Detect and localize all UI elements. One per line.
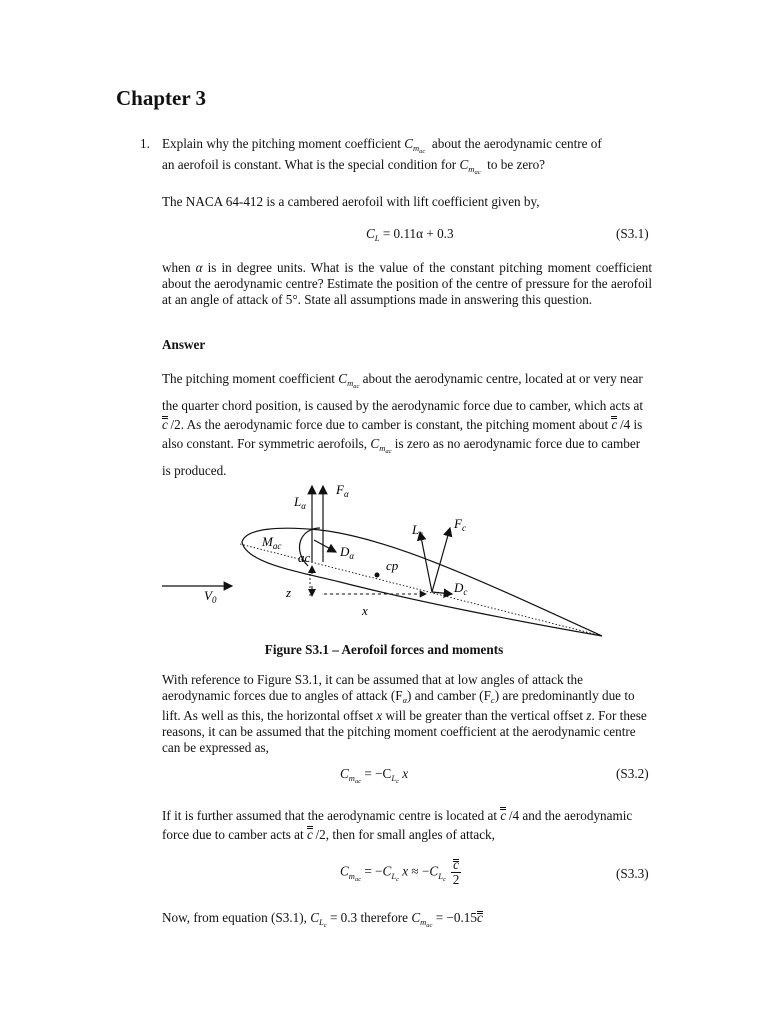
label-d-alpha: D <box>340 544 350 559</box>
cp-point <box>375 573 380 578</box>
label-cp: cp <box>386 558 399 573</box>
svg-text:Lα: $L_\alpha$ <box>294 494 306 511</box>
chord-line <box>240 544 602 636</box>
label-x: x <box>362 603 368 618</box>
label-l-c: L <box>412 522 420 537</box>
answer-heading: Answer <box>162 337 206 352</box>
label-m-ac: M <box>262 534 273 549</box>
svg-text:Dα: $D_\alpha$ <box>340 544 355 561</box>
equation-s3-1-number: (S3.1) <box>616 226 649 241</box>
label-f-c: F <box>454 516 462 531</box>
question-line-2: an aerofoil is constant. What is the special condition for $C_{m_{ac}}$ to be zero? <box>162 157 546 176</box>
answer-paragraph-3: If it is further assumed that the aerodynamic centre is located at c /4 and the aerodynamic force due to camber acts at c /2, then for small angles of attack, <box>162 808 633 842</box>
figure-caption: Figure S3.1 – Aerofoil forces and moments <box>264 642 504 657</box>
label-l-alpha: L <box>294 494 302 509</box>
label-v0: V <box>204 588 212 603</box>
svg-text:Fα: $F_\alpha$ <box>336 482 349 499</box>
answer-paragraph-1: The pitching moment coefficient $C_{m_{ac}}$ about the aerodynamic centre, located at or very near the quarter chord position, is caused by the aerodynamic force due to camber, which acts at c /2. As the aerodynamic force due to camber is constant, the pitching moment about c /4 is also constant. For symmetric aerofoils, $C_{m_{ac}}$ is zero as no aerodynamic force due to camber is produced. <box>162 371 644 478</box>
equation-s3-3-number: (S3.3) <box>616 866 649 881</box>
equation-s3-2-number: (S3.2) <box>616 766 649 781</box>
equation-s3-1: $C_L = 0.11\alpha + 0.3$ <box>366 226 454 243</box>
svg-text:Fc: $F_c$ <box>454 516 466 533</box>
svg-text:Mac: $M_{ac}$ <box>262 534 282 551</box>
chapter-title: Chapter 3 <box>116 86 207 110</box>
svg-text:Dc: $D_c$ <box>454 580 468 597</box>
question-paragraph: when α is in degree units. What is the value of the constant pitching moment coefficient about the aerodynamic centre? Estimate the position of the centre of pressure for the aerofoil at an angle of attack of 5°. State all assumptions made in answering this question. <box>162 260 652 307</box>
question-number: 1. <box>140 136 150 151</box>
answer-paragraph-2: With reference to Figure S3.1, it can be assumed that at low angles of attack the aerodynamic forces due to angles of attack $(F_\alpha)$ and camber $(F_c)$ are predominantly due to lift. As well as this, the horizontal offset x will be greater than the vertical offset z. For these reasons, it can be assumed that the pitching moment coefficient at the aerodynamic centre can be expressed as, <box>162 672 647 755</box>
equation-s3-3: $C_{m_{ac}} = -C_{L_c}$ $x \approx -C_{L_c}$ $\frac{c}{2}$ <box>340 857 460 887</box>
question-intro: The NACA 64-412 is a cambered aerofoil with lift coefficient given by, <box>162 194 540 209</box>
answer-paragraph-4: Now, from equation (S3.1), $C_{L_c} = 0.3$ therefore $C_{m_{ac}} = -0.15c$ <box>162 910 483 929</box>
question-line-1: Explain why the pitching moment coefficient $C_{m_{ac}}$ about the aerodynamic centre of <box>162 136 602 155</box>
equation-s3-2: $C_{m_{ac}} = -C_{L_c}$ x <box>340 766 409 785</box>
label-ac: ac <box>298 550 311 565</box>
label-z: z <box>286 585 292 600</box>
label-d-c: D <box>454 580 464 595</box>
svg-text:Lc: $L_c$ <box>412 522 424 539</box>
aerofoil-figure <box>150 470 620 640</box>
label-f-alpha: F <box>336 482 344 497</box>
svg-text:V0: $V_0$ <box>204 588 217 605</box>
